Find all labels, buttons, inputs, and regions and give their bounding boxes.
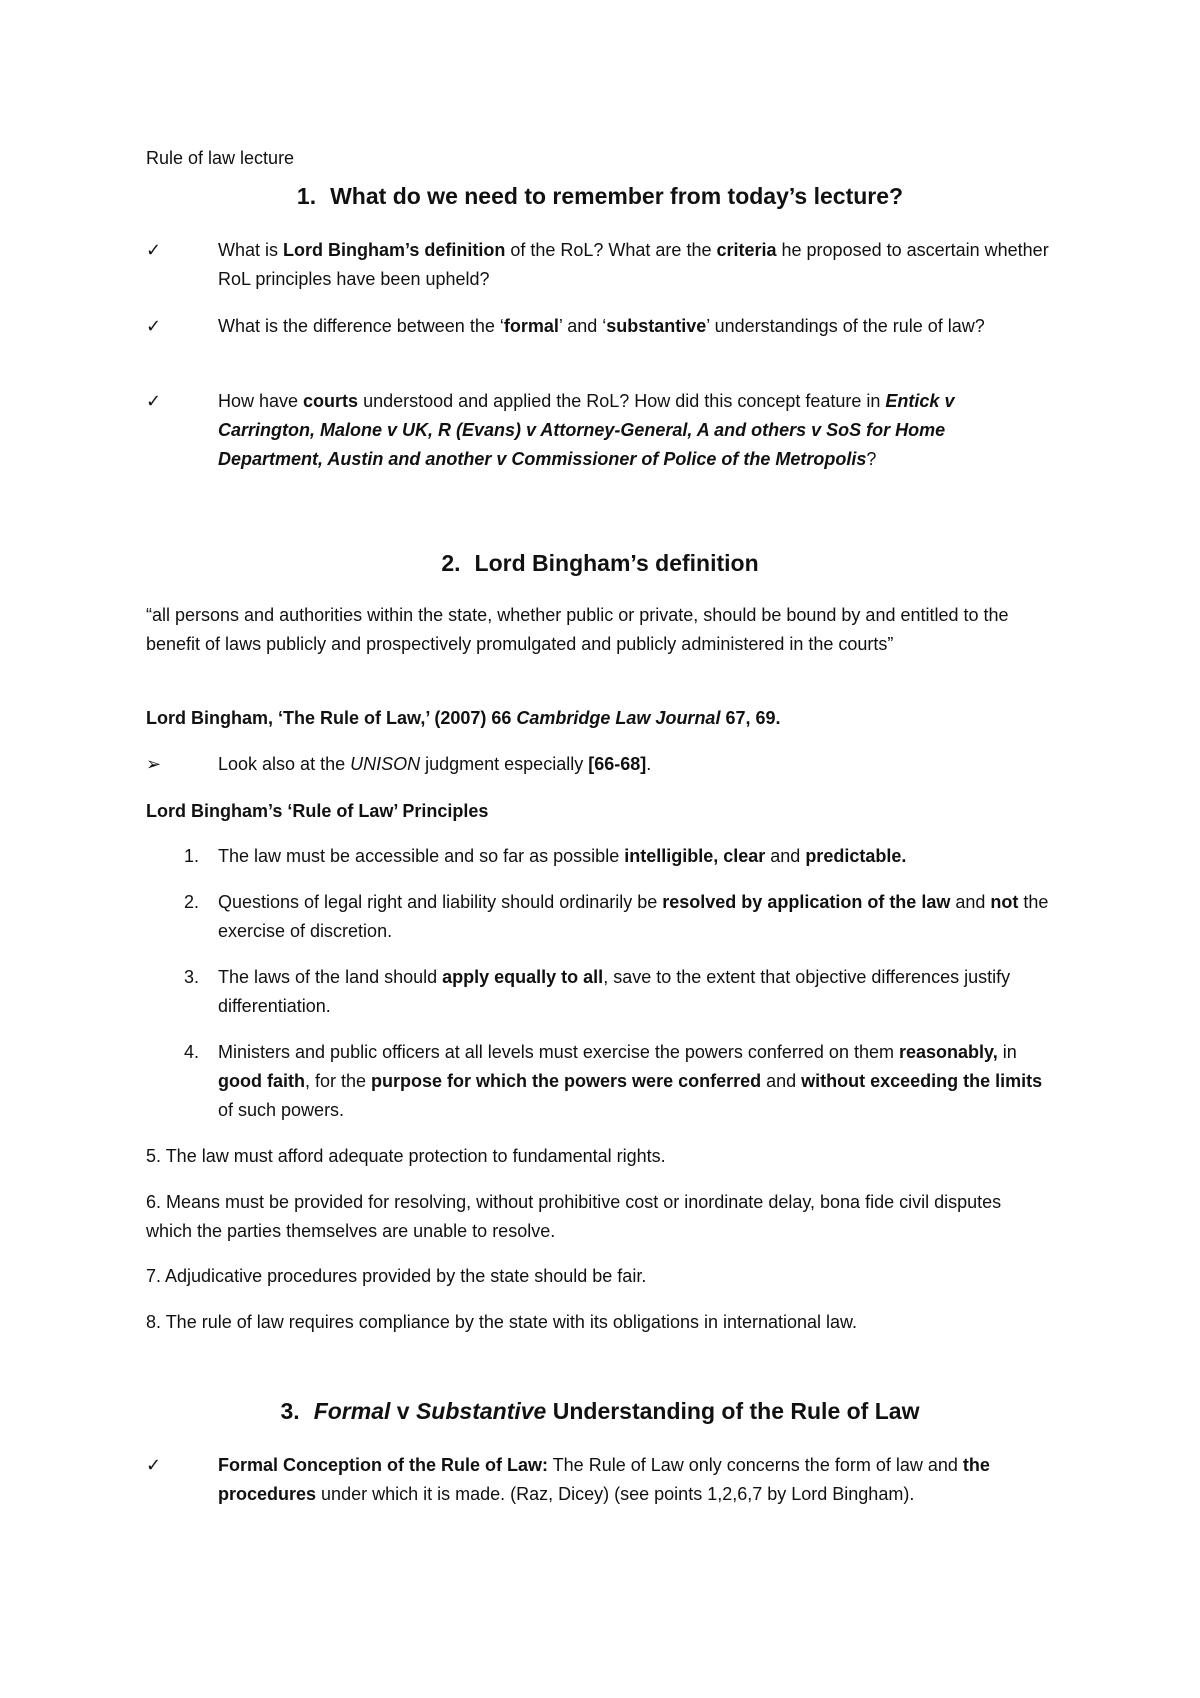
check-item-3-text	[218, 387, 1050, 474]
text-run: What is the difference between the ‘	[218, 316, 504, 336]
text-run: judgment especially	[420, 754, 589, 774]
principle-5	[146, 1142, 1050, 1171]
section-1-number: 1.	[296, 183, 317, 209]
text-run: Formal Conception of the Rule of Law:	[218, 1455, 548, 1475]
check-item-formal-text	[218, 1451, 1050, 1509]
text-run: understood and applied the RoL? How did this concept feature in	[358, 391, 886, 411]
text-run: the procedures	[218, 1455, 990, 1504]
text-run: of the RoL? What are the	[505, 240, 717, 260]
text-run: Substantive	[415, 1398, 547, 1424]
text-run: and	[765, 846, 806, 866]
text-run: Formal	[313, 1398, 391, 1424]
text-run: The Rule of Law only concerns the form of law and	[548, 1455, 963, 1475]
text-run: , save to the extent that objective differences justify differentiation.	[218, 967, 1011, 1016]
text-run: ?	[866, 449, 877, 469]
principle-2	[146, 888, 1050, 946]
check-item-1	[146, 236, 1050, 294]
checkmark-icon: ✓	[146, 1455, 162, 1475]
text-run: without exceeding the limits	[801, 1071, 1043, 1091]
text-run: intelligible, clear	[624, 846, 766, 866]
check-item-2-text	[218, 312, 1050, 341]
check-item-formal	[146, 1451, 1050, 1509]
principles-heading: Lord Bingham’s ‘Rule of Law’ Principles	[146, 801, 489, 821]
arrow-item-text	[218, 750, 1050, 779]
text-run: Questions of legal right and liability should ordinarily be	[218, 892, 663, 912]
text-run: apply equally to all	[442, 967, 604, 987]
text-run: v	[390, 1398, 416, 1424]
checkmark-icon: ✓	[146, 391, 162, 411]
section-1-heading	[0, 183, 1200, 210]
principle-7-number: 7.	[146, 1266, 162, 1286]
text-run: not	[990, 892, 1019, 912]
principle-3	[146, 963, 1050, 1021]
text-run: he proposed to ascertain whether RoL principles have been upheld?	[218, 240, 1049, 289]
text-run: predictable.	[805, 846, 907, 866]
principle-8-number: 8.	[146, 1312, 162, 1332]
text-run: Understanding of the Rule of Law	[546, 1398, 920, 1424]
text-run: of such powers.	[218, 1100, 345, 1120]
principle-4-text	[218, 1038, 1050, 1125]
document-title: Rule of law lecture	[146, 148, 295, 168]
principle-1	[146, 842, 1050, 871]
bingham-citation	[146, 704, 1050, 733]
section-2-number: 2.	[441, 550, 461, 576]
text-run: The law must be accessible and so far as possible	[218, 846, 625, 866]
text-run: Look also at the	[218, 754, 351, 774]
text-run: resolved by application of the law	[662, 892, 951, 912]
principle-8	[146, 1308, 1050, 1337]
principle-5-number: 5.	[146, 1146, 162, 1166]
check-item-2	[146, 312, 1050, 341]
text-run: ’ understandings of the rule of law?	[706, 316, 985, 336]
text-run: Entick v Carrington, Malone v UK, R (Evans) v Attorney-General, A and others v SoS for Home Department, Austin and another v Commissioner of Police of the Metropolis	[218, 391, 955, 469]
principle-4	[146, 1038, 1050, 1125]
principle-6-text: Means must be provided for resolving, without prohibitive cost or inordinate delay, bona fide civil disputes which the parties themselves are unable to resolve.	[146, 1192, 1002, 1241]
text-run: and	[950, 892, 991, 912]
text-run: Lord Bingham, ‘The Rule of Law,’ (2007) 66	[146, 708, 517, 728]
text-run: purpose for which the powers were conferred	[371, 1071, 762, 1091]
text-run: under which it is made. (Raz, Dicey) (see points 1,2,6,7 by Lord Bingham).	[316, 1484, 915, 1504]
bingham-quote: “all persons and authorities within the state, whether public or private, should be bound by and entitled to the benefit of laws publicly and prospectively promulgated and publicly administered in the courts”	[146, 605, 1009, 654]
arrow-item	[146, 750, 1050, 779]
text-run: ’ and ‘	[558, 316, 607, 336]
text-run: UNISON	[350, 754, 421, 774]
principle-4-number: 4.	[184, 1042, 200, 1062]
check-item-1-text	[218, 236, 1050, 294]
text-run: formal	[503, 316, 559, 336]
principle-8-text: The rule of law requires compliance by the state with its obligations in international law.	[161, 1312, 858, 1332]
text-run: Lord Bingham’s definition	[283, 240, 506, 260]
text-run: 67, 69.	[720, 708, 781, 728]
text-run: good faith	[218, 1071, 305, 1091]
principle-6-number: 6.	[146, 1192, 162, 1212]
section-2-heading	[0, 550, 1200, 577]
section-3-heading	[0, 1398, 1200, 1425]
principle-5-text: The law must afford adequate protection to fundamental rights.	[161, 1146, 666, 1166]
text-run: How have	[218, 391, 304, 411]
text-run: [66-68]	[588, 754, 647, 774]
principle-3-text	[218, 963, 1050, 1021]
section-1-title: What do we need to remember from today’s lecture?	[330, 183, 904, 209]
text-run: the exercise of discretion.	[218, 892, 1049, 941]
principle-3-number: 3.	[184, 967, 200, 987]
checkmark-icon: ✓	[146, 316, 162, 336]
text-run: courts	[303, 391, 359, 411]
principle-6	[146, 1188, 1050, 1246]
principle-7	[146, 1262, 1050, 1291]
check-item-3	[146, 387, 1050, 474]
text-run: substantive	[606, 316, 707, 336]
text-run: What is	[218, 240, 284, 260]
principle-2-text	[218, 888, 1050, 946]
principle-1-text	[218, 842, 1050, 871]
section-3-number: 3.	[280, 1398, 300, 1424]
checkmark-icon: ✓	[146, 240, 162, 260]
text-run: Cambridge Law Journal	[516, 708, 721, 728]
arrow-bullet-icon: ➢	[146, 754, 162, 774]
text-run: reasonably,	[898, 1042, 998, 1062]
text-run: , for the	[304, 1071, 372, 1091]
text-run: in	[997, 1042, 1017, 1062]
text-run: criteria	[716, 240, 777, 260]
text-run: The laws of the land should	[218, 967, 443, 987]
text-run: Ministers and public officers at all levels must exercise the powers conferred on them	[218, 1042, 899, 1062]
principle-1-number: 1.	[184, 846, 200, 866]
text-run: and	[761, 1071, 802, 1091]
principle-2-number: 2.	[184, 892, 200, 912]
section-3-title	[314, 1398, 920, 1424]
text-run: .	[646, 754, 652, 774]
section-2-title: Lord Bingham’s definition	[474, 550, 759, 576]
principle-7-text: Adjudicative procedures provided by the state should be fair.	[161, 1266, 647, 1286]
